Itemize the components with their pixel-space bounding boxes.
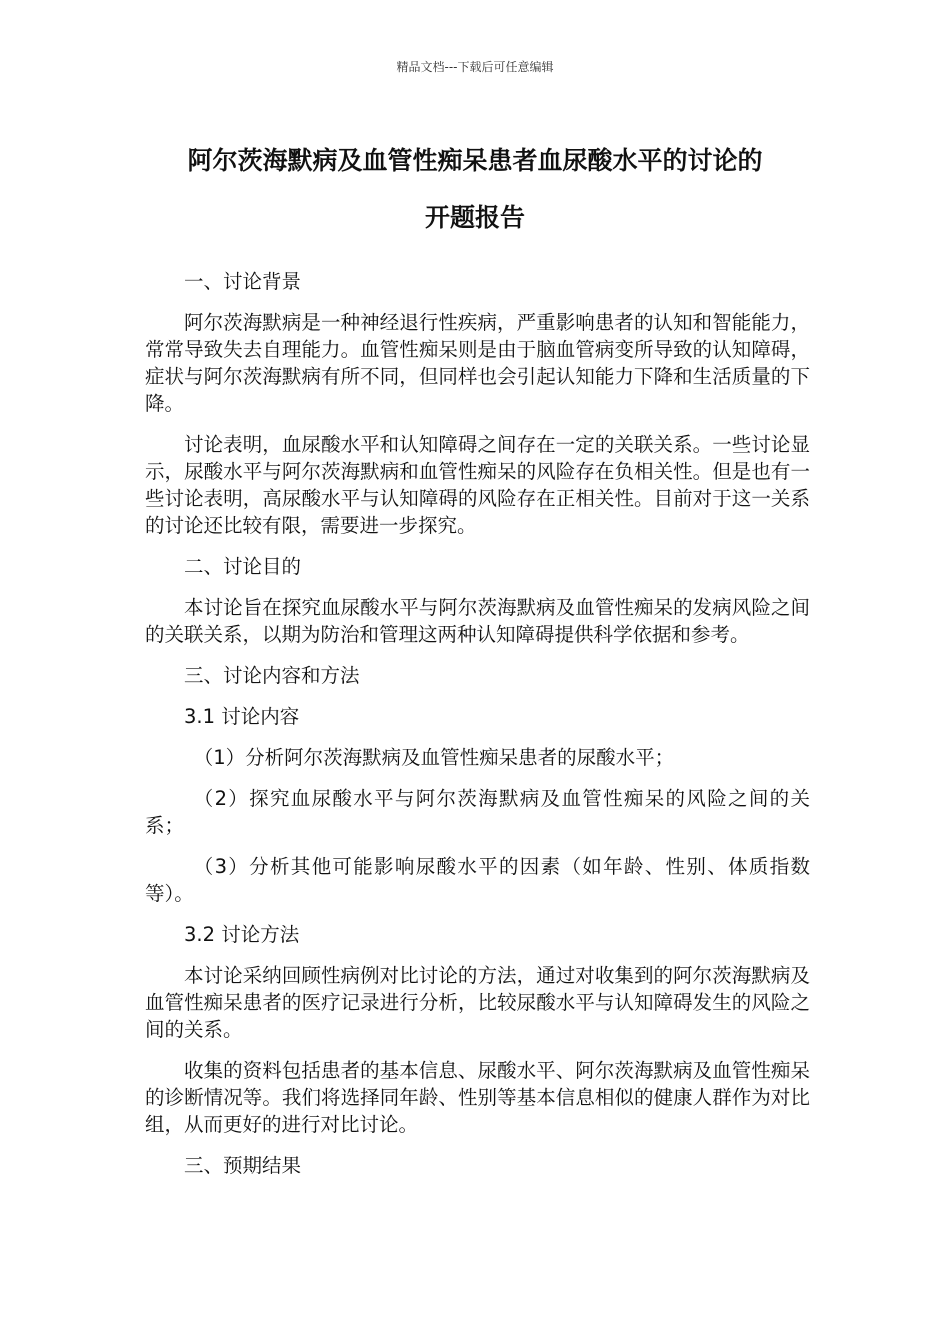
content-list-item-2: （2）探究血尿酸水平与阿尔茨海默病及血管性痴呆的风险之间的关系；: [145, 787, 810, 837]
paragraph-method-1: 本讨论采纳回顾性病例对比讨论的方法，通过对收集到的阿尔茨海默病及血管性痴呆患者的医疗记录进行分析，比较尿酸水平与认知障碍发生的风险之间的关系。: [145, 964, 810, 1041]
content-list-item-3: （3）分析其他可能影响尿酸水平的因素（如年龄、性别、体质指数等）。: [145, 855, 810, 905]
document-title: [120, 132, 830, 246]
title-line-1: 阿尔茨海默病及血管性痴呆患者血尿酸水平的讨论的: [187, 146, 763, 175]
page-header: 精品文档---下载后可任意编辑: [396, 60, 554, 74]
section-heading-purpose: 二、讨论目的: [184, 555, 302, 578]
paragraph-method-2: 收集的资料包括患者的基本信息、尿酸水平、阿尔茨海默病及血管性痴呆的诊断情况等。我们将选择同年龄、性别等基本信息相似的健康人群作为对比组，从而更好的进行对比讨论。: [145, 1059, 810, 1136]
section-heading-background: 一、讨论背景: [184, 270, 302, 293]
paragraph-background-2: 讨论表明，血尿酸水平和认知障碍之间存在一定的关联关系。一些讨论显示，尿酸水平与阿尔茨海默病和血管性痴呆的风险存在负相关性。但是也有一些讨论表明，高尿酸水平与认知障碍的风险存在正相关性。目前对于这一关系的讨论还比较有限，需要进一步探究。: [145, 433, 810, 537]
section-heading-methods: 三、讨论内容和方法: [184, 664, 360, 687]
document-body: [145, 268, 810, 1193]
title-line-2: 开题报告: [424, 203, 525, 232]
paragraph-purpose-1: 本讨论旨在探究血尿酸水平与阿尔茨海默病及血管性痴呆的发病风险之间的关联关系，以期为防治和管理这两种认知障碍提供科学依据和参考。: [145, 596, 810, 646]
content-list-item-1: （1）分析阿尔茨海默病及血管性痴呆患者的尿酸水平；: [193, 746, 675, 769]
paragraph-background-1: 阿尔茨海默病是一种神经退行性疾病，严重影响患者的认知和智能能力，常常导致失去自理能力。血管性痴呆则是由于脑血管病变所导致的认知障碍，症状与阿尔茨海默病有所不同，但同样也会引起认知能力下降和生活质量的下降。: [145, 311, 810, 415]
subheading-method: 3.2 讨论方法: [184, 923, 300, 946]
section-heading-results: 三、预期结果: [184, 1154, 302, 1177]
subheading-content: 3.1 讨论内容: [184, 705, 300, 728]
